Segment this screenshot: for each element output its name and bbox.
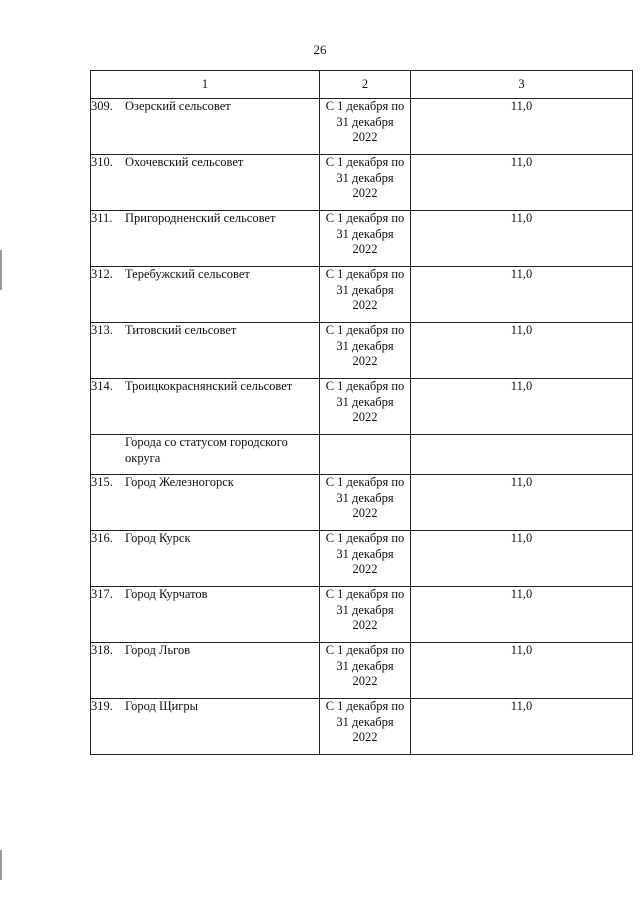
period-line: 31 декабря [336,282,394,297]
period-line: С 1 декабря по [325,475,405,489]
period-line: 31 декабря [336,114,394,129]
period-line: 2022 [352,130,378,144]
municipality-cell [91,379,320,435]
period-cell [320,155,411,211]
municipality-cell [91,267,320,323]
municipality-name: Озерский сельсовет [125,99,231,113]
value-cell: 11,0 [411,531,633,587]
value-cell: 11,0 [411,267,633,323]
row-number: 313. [91,323,113,337]
period-line: 2022 [352,354,378,368]
municipality-name: Охочевский сельсовет [125,155,244,169]
empty-cell [411,435,633,475]
table-row [91,323,633,379]
period-line: 31 декабря [336,658,394,673]
period-cell [320,323,411,379]
municipality-name: Город Курчатов [125,587,208,601]
value-cell: 11,0 [411,155,633,211]
municipality-name: Город Щигры [125,699,199,713]
municipality-name: Теребужский сельсовет [125,267,250,281]
value-cell: 11,0 [411,643,633,699]
value-cell: 11,0 [411,99,633,155]
period-line: 2022 [352,618,378,632]
section-title-line: округа [125,450,161,465]
table-row [91,643,633,699]
period-line: 2022 [352,298,378,312]
period-line: 31 декабря [336,490,394,505]
municipality-cell [91,99,320,155]
row-number: 315. [91,475,113,489]
value-cell: 11,0 [411,211,633,267]
municipality-cell [91,531,320,587]
value-cell: 11,0 [411,699,633,755]
table-header-row [91,71,633,99]
row-number: 314. [91,379,113,393]
row-number: 311. [91,211,113,225]
table-row [91,211,633,267]
scan-edge-mark [0,250,2,290]
period-line: 31 декабря [336,546,394,561]
period-line: С 1 декабря по [325,379,405,393]
municipality-name: Город Льгов [125,643,191,657]
municipality-name: Город Железногорск [125,475,234,489]
period-line: 31 декабря [336,714,394,729]
row-number: 310. [91,155,113,169]
period-line: С 1 декабря по [325,699,405,713]
allowance-table [90,70,633,755]
period-line: 2022 [352,242,378,256]
period-cell [320,475,411,531]
municipality-cell [91,155,320,211]
period-line: 2022 [352,410,378,424]
scan-edge-mark [0,850,2,880]
municipality-name: Пригородненский сельсовет [125,211,276,225]
period-cell [320,267,411,323]
period-line: 31 декабря [336,394,394,409]
municipality-cell [91,587,320,643]
municipality-cell [91,475,320,531]
municipality-cell [91,323,320,379]
period-line: 2022 [352,730,378,744]
period-line: С 1 декабря по [325,531,405,545]
table-row [91,699,633,755]
table-row [91,531,633,587]
period-cell [320,699,411,755]
value-cell: 11,0 [411,379,633,435]
period-line: 2022 [352,506,378,520]
period-line: 31 декабря [336,226,394,241]
municipality-name: Титовский сельсовет [125,323,237,337]
period-cell [320,531,411,587]
table-row [91,587,633,643]
section-title-line: Города со статусом городского [125,435,288,449]
column-header-2: 2 [320,71,411,99]
period-cell [320,643,411,699]
municipality-cell [91,699,320,755]
period-line: С 1 декабря по [325,587,405,601]
row-number: 317. [91,587,113,601]
period-line: 2022 [352,562,378,576]
value-cell: 11,0 [411,475,633,531]
period-line: С 1 декабря по [325,211,405,225]
empty-cell [320,435,411,475]
period-cell [320,211,411,267]
row-number: 319. [91,699,113,713]
period-line: 2022 [352,186,378,200]
period-line: 31 декабря [336,338,394,353]
period-line: 2022 [352,674,378,688]
municipality-name: Город Курск [125,531,191,545]
period-line: С 1 декабря по [325,155,405,169]
table-section-row [91,435,633,475]
table-row [91,99,633,155]
column-header-1: 1 [91,71,320,99]
period-cell [320,587,411,643]
table-row [91,155,633,211]
table-row [91,267,633,323]
page-number: 26 [313,42,327,57]
table-row [91,379,633,435]
period-line: С 1 декабря по [325,267,405,281]
period-line: С 1 декабря по [325,323,405,337]
period-line: С 1 декабря по [325,99,405,113]
period-line: 31 декабря [336,602,394,617]
municipality-cell [91,643,320,699]
value-cell: 11,0 [411,323,633,379]
row-number: 318. [91,643,113,657]
table-body [91,99,633,755]
period-line: 31 декабря [336,170,394,185]
column-header-3: 3 [411,71,633,99]
period-line: С 1 декабря по [325,643,405,657]
municipality-name: Троицкокраснянский сельсовет [125,379,293,393]
municipality-cell [91,211,320,267]
value-cell: 11,0 [411,587,633,643]
row-number: 309. [91,99,113,113]
table-row [91,475,633,531]
row-number: 312. [91,267,113,281]
section-title-cell [91,435,320,475]
row-number: 316. [91,531,113,545]
period-cell [320,379,411,435]
period-cell [320,99,411,155]
